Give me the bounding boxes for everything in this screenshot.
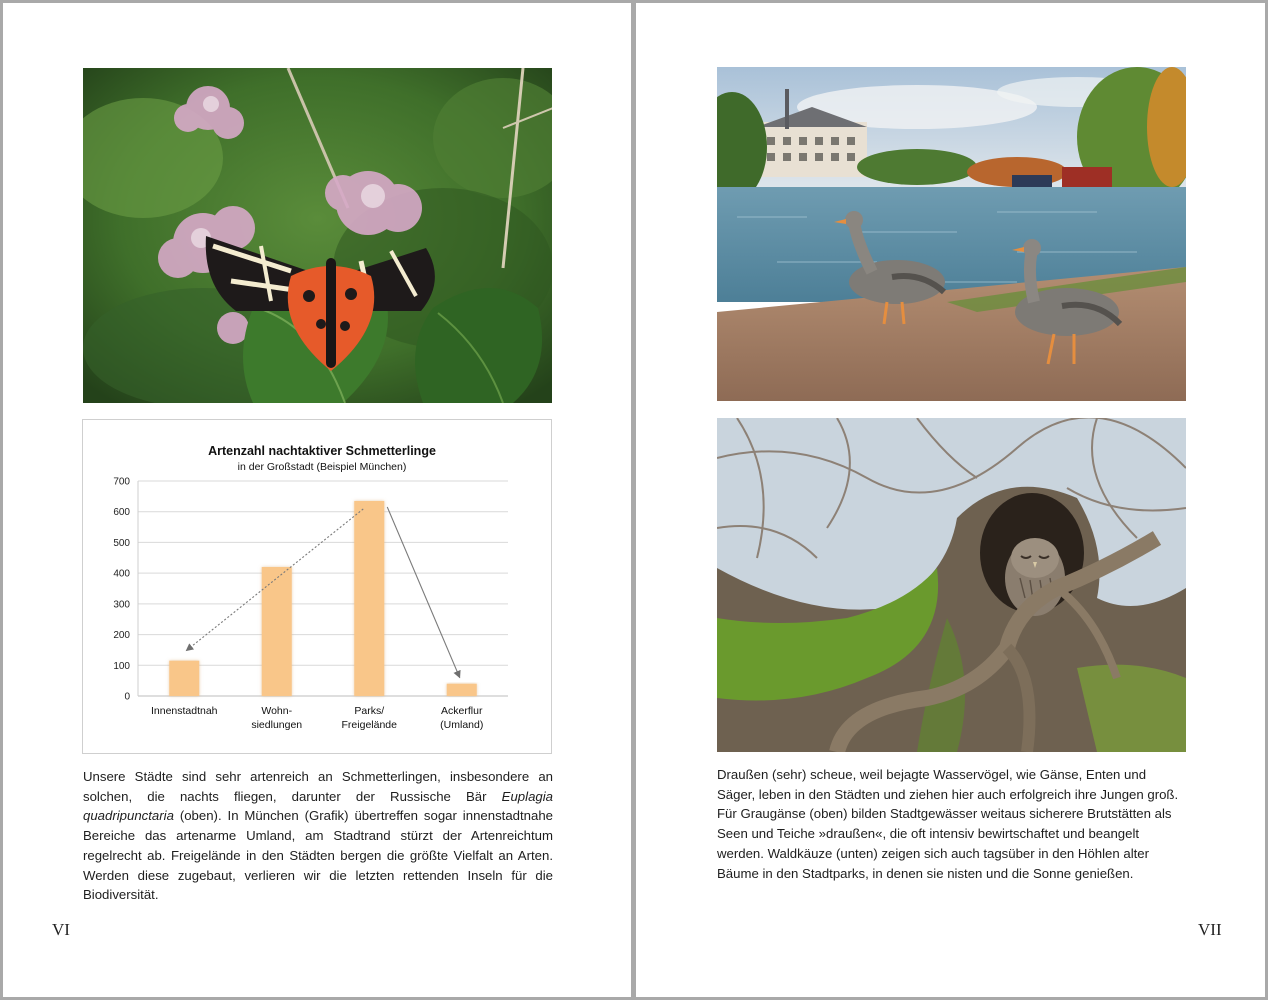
page-number-left: VI	[52, 920, 70, 939]
chart-title: Artenzahl nachtaktiver Schmetterlinge	[208, 444, 436, 458]
chart-subtitle: in der Großstadt (Beispiel München)	[237, 461, 407, 473]
moth-species-chart	[82, 419, 552, 754]
y-tick-label: 700	[113, 476, 130, 488]
geese-photo	[717, 67, 1186, 401]
y-tick-label: 500	[113, 537, 130, 549]
x-category-label: Wohn-siedlungen	[251, 705, 303, 731]
left-page	[3, 3, 631, 997]
bar	[447, 684, 477, 696]
right-caption-text: Draußen (sehr) scheue, weil bejagte Wasservögel, wie Gänse, Enten und Säger, leben in den Städten und ziehen hier auch erfolgreich ihre Jungen groß. Für Graugänse (oben) bilden Stadtgewässer weitaus sicherere Brutstätten als Seen und Teiche »draußen«, die oft intensiv bewirtschaftet und beangelt werden. Waldkäuze (unten) zeigen sich auch tagsüber in den Höhlen alter Bäume in den Stadtparks, in denen sie nisten und die Sonne genießen.	[717, 767, 1179, 881]
solid-arrow	[387, 507, 460, 678]
y-tick-label: 200	[113, 630, 130, 642]
page-number-right: VII	[1198, 920, 1222, 939]
y-tick-label: 300	[113, 599, 130, 611]
butterfly-photo	[83, 68, 552, 403]
bar	[354, 501, 384, 696]
owl-photo	[717, 418, 1186, 752]
caption-text-end: (oben). In München (Grafik) übertreffen sogar innenstadtnahe Bereiche das artenarme Umland, am Stadtrand stürzt der Artenreichtum regelrecht ab. Freigelände in den Städten bergen die größte Vielfalt an Arten. Werden diese zugebaut, verlieren wir die letzten rettenden Inseln für die Biodiversität.	[83, 808, 553, 903]
bar-chart	[83, 420, 551, 753]
x-category-label: Parks/ Freigelände	[341, 705, 397, 731]
right-page	[636, 3, 1265, 997]
bar	[169, 661, 199, 696]
y-tick-label: 100	[113, 660, 130, 672]
x-category-label: Ackerflur (Umland)	[440, 705, 484, 731]
right-caption	[717, 765, 1187, 883]
y-tick-label: 600	[113, 507, 130, 519]
y-tick-label: 400	[113, 568, 130, 580]
left-caption	[83, 767, 553, 905]
y-tick-label: 0	[124, 691, 130, 703]
species-name: Euplagia quadripunctaria	[83, 788, 553, 824]
caption-text-start: Unsere Städte sind sehr artenreich an Schmetterlingen, insbesondere an solchen, die nachts fliegen, darunter der Russische Bär	[83, 769, 553, 804]
x-category-label: Innenstadtnah	[150, 705, 218, 717]
